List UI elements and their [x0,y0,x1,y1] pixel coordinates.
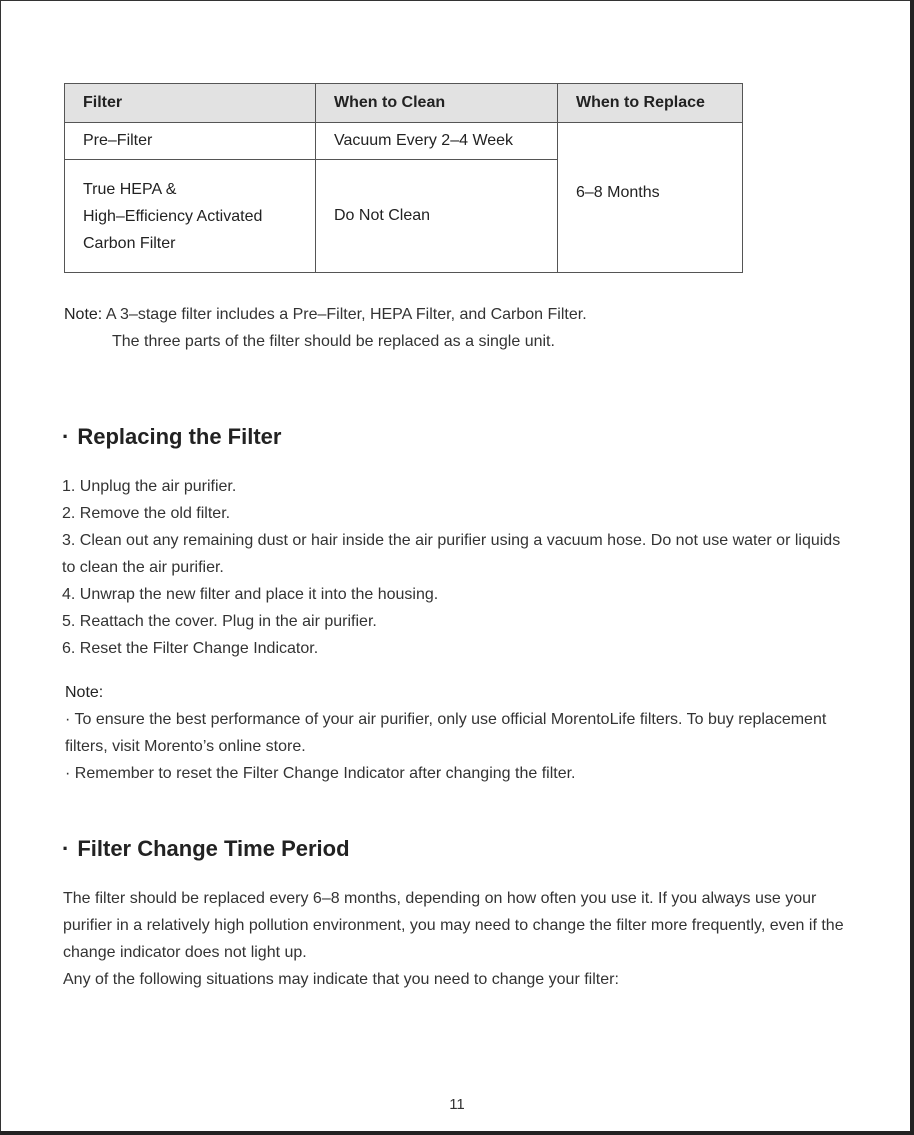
cell-hepa-clean: Do Not Clean [316,160,558,273]
replacement-steps [62,473,852,662]
page-number: 11 [449,1096,465,1113]
cell-hepa-carbon-filter [65,160,316,273]
list-item: 1. Unplug the air purifier. [62,478,237,495]
page-border-bottom-shadow [0,1131,914,1135]
note-line-1 [64,301,587,328]
list-item: 3. Clean out any remaining dust or hair inside the air purifier using a vacuum hose. Do not use water or liquids to clean the air purifier. [62,532,841,576]
paragraph: Any of the following situations may indicate that you need to change your filter: [63,971,619,988]
replacement-note [65,679,845,787]
list-item: 4. Unwrap the new filter and place it into the housing. [62,586,439,603]
header-when-to-replace: When to Replace [558,84,743,123]
note-label: Note: [64,306,103,323]
heading-bullet: · [62,836,70,861]
table-note [64,301,587,355]
heading-bullet: · [62,424,70,449]
filter-maintenance-table [64,83,743,273]
cell-line: High–Efficiency Activated [83,207,263,225]
cell-replace-interval: 6–8 Months [558,123,743,273]
change-period-text [63,885,853,993]
list-item: 2. Remove the old filter. [62,505,231,522]
page-border-right-shadow [910,0,914,1135]
paragraph: The filter should be replaced every 6–8 months, depending on how often you use it. If you always use your purifier in a relatively high pollution environment, you may need to change the filter more frequently, even if the change indicator does not light up. [63,890,844,961]
heading-text: Replacing the Filter [77,424,282,449]
section-heading-change-period [62,836,350,862]
cell-line: Carbon Filter [83,234,176,252]
note-label: Note: [65,684,104,701]
note-line-2: The three parts of the filter should be replaced as a single unit. [112,333,555,350]
heading-text: Filter Change Time Period [77,836,350,861]
list-item: · Remember to reset the Filter Change Indicator after changing the filter. [65,765,576,782]
list-item: · To ensure the best performance of your air purifier, only use official MorentoLife filters. To buy replacement filters, visit Morento’s online store. [65,711,827,755]
list-item: 6. Reset the Filter Change Indicator. [62,640,319,657]
list-item: 5. Reattach the cover. Plug in the air purifier. [62,613,377,630]
table-header-row [65,84,743,123]
table-row [65,123,743,160]
cell-pre-filter: Pre–Filter [65,123,316,160]
header-when-to-clean: When to Clean [316,84,558,123]
note-text: A 3–stage filter includes a Pre–Filter, HEPA Filter, and Carbon Filter. [102,306,587,323]
section-heading-replacing [62,424,281,450]
header-filter: Filter [65,84,316,123]
cell-pre-filter-clean: Vacuum Every 2–4 Week [316,123,558,160]
cell-line: True HEPA & [83,180,177,198]
